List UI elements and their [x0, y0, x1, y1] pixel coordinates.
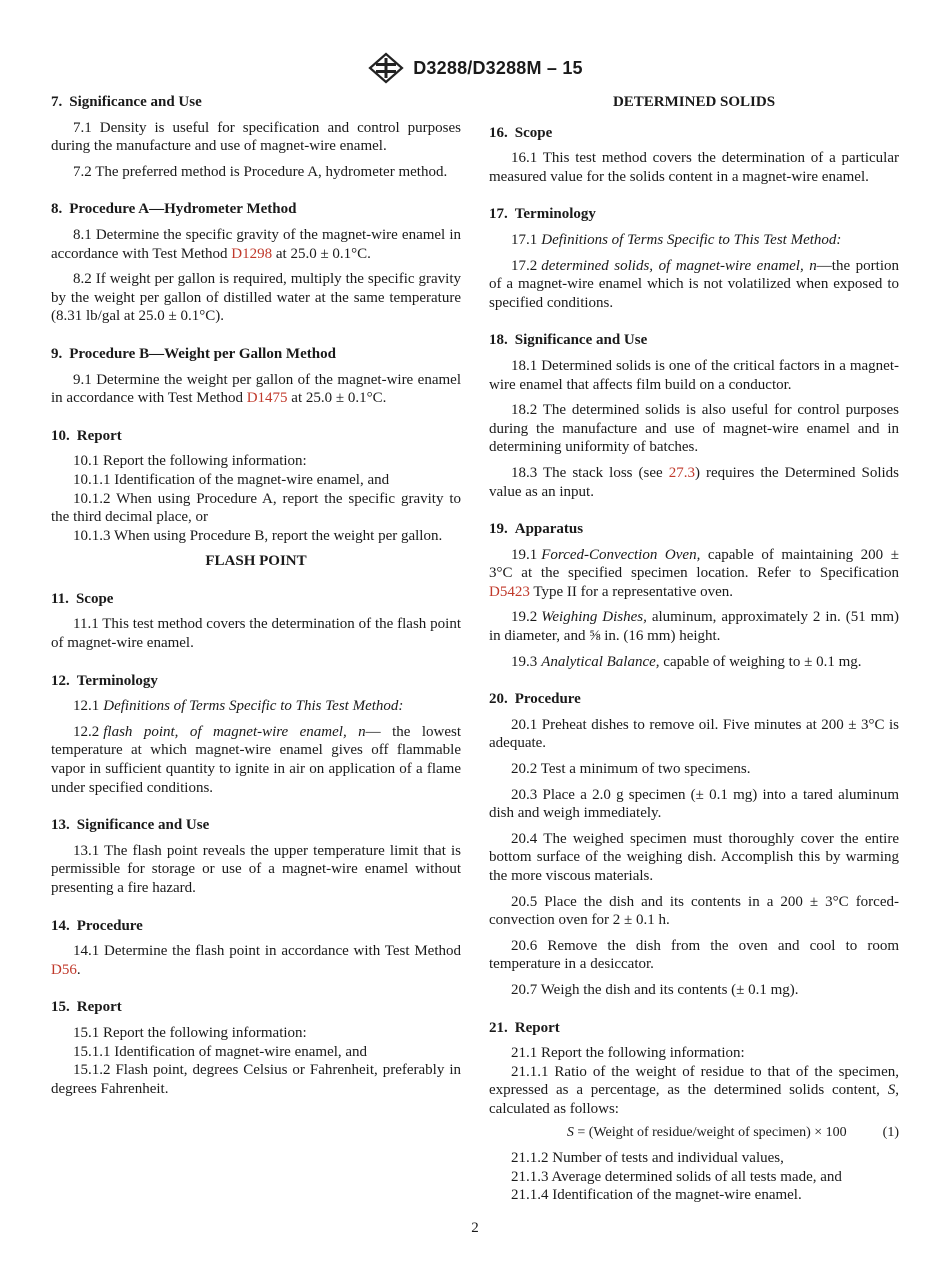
para-9-1: 9.1 Determine the weight per gallon of the magnet-wire enamel in accordance with Test Method D1475 at 25.0 ± 0.1°C.	[51, 371, 461, 407]
left-column	[51, 93, 461, 1105]
page-number: 2	[471, 1220, 479, 1236]
link-d56[interactable]: D56	[51, 961, 77, 978]
para-21-1: 21.1 Report the following information:	[511, 1045, 745, 1062]
para-10-1-3: 10.1.3 When using Procedure B, report the weight per gallon.	[73, 527, 443, 544]
para-20-5: 20.5 Place the dish and its contents in a 200 ± 3°C forced-convection oven for 2 ± 0.1 h.	[489, 893, 899, 929]
para-14-1: 14.1 Determine the flash point in accordance with Test Method D56.	[51, 943, 461, 978]
heading-8: 8. Procedure A—Hydrometer Method	[51, 201, 297, 218]
para-15-1-1: 15.1.1 Identification of magnet-wire enamel, and	[73, 1043, 368, 1060]
equation-expression: S = (Weight of residue/weight of specimen) × 100	[566, 1124, 847, 1140]
heading-21: 21. Report	[489, 1019, 560, 1036]
para-15-1: 15.1 Report the following information:	[73, 1024, 307, 1041]
right-column	[489, 93, 899, 1212]
para-10-1-1: 10.1.1 Identification of the magnet-wire enamel, and	[73, 471, 390, 488]
para-20-7: 20.7 Weigh the dish and its contents (± 0.1 mg).	[511, 981, 799, 998]
para-7-1: 7.1 Density is useful for specification and control purposes during the manufacture and use of magnet-wire enamel.	[51, 119, 461, 155]
heading-7: 7. Significance and Use	[51, 94, 202, 110]
heading-9: 9. Procedure B—Weight per Gallon Method	[51, 345, 336, 362]
astm-logo-icon	[367, 52, 405, 84]
equation-number: (1)	[882, 1124, 899, 1140]
section-title-determined-solids: DETERMINED SOLIDS	[612, 94, 776, 110]
link-d1475[interactable]: D1475	[246, 390, 288, 407]
para-16-1: 16.1 This test method covers the determination of a particular measured value for the solids content in a magnet-wire enamel.	[489, 150, 899, 185]
para-18-2: 18.2 The determined solids is also useful for control purposes during the manufacture and use of magnet-wire enamel and in determining uniformity of batches.	[489, 402, 899, 456]
heading-10: 10. Report	[51, 427, 122, 444]
para-8-2: 8.2 If weight per gallon is required, multiply the specific gravity by the weight per gallon of distilled water at the same temperature (8.31 lb/gal at 25.0 ± 0.1°C).	[51, 271, 461, 325]
para-17-1: 17.1 Definitions of Terms Specific to This Test Method:	[511, 231, 842, 248]
equation-1	[489, 1124, 899, 1143]
para-20-6: 20.6 Remove the dish from the oven and cool to room temperature in a desiccator.	[489, 937, 899, 973]
heading-19: 19. Apparatus	[489, 521, 584, 538]
link-27-3[interactable]: 27.3	[668, 464, 695, 481]
standard-id: D3288/D3288M – 15	[413, 57, 583, 78]
para-15-1-2: 15.1.2 Flash point, degrees Celsius or Fahrenheit, preferably in degrees Fahrenheit.	[51, 1062, 461, 1097]
para-12-2: 12.2 flash point, of magnet-wire enamel, n— the lowest temperature at which magnet-wire enamel gives off flammable vapor in sufficient quantity to ignite in air on application of a flame under specified conditions.	[51, 723, 461, 796]
para-20-1: 20.1 Preheat dishes to remove oil. Five minutes at 200 ± 3°C is adequate.	[489, 716, 899, 752]
heading-18: 18. Significance and Use	[489, 332, 648, 349]
heading-11: 11. Scope	[51, 590, 114, 607]
page-header	[0, 52, 950, 84]
para-21-1-3: 21.1.3 Average determined solids of all tests made, and	[511, 1168, 842, 1185]
para-7-2: 7.2 The preferred method is Procedure A, hydrometer method.	[73, 163, 448, 180]
heading-15: 15. Report	[51, 999, 122, 1016]
para-13-1: 13.1 The flash point reveals the upper temperature limit that is permissible for storage or use of a magnet-wire enamel without presenting a fire hazard.	[51, 842, 461, 896]
heading-17: 17. Terminology	[489, 206, 596, 223]
para-11-1: 11.1 This test method covers the determination of the flash point of magnet-wire enamel.	[51, 616, 461, 652]
para-21-1-4: 21.1.4 Identification of the magnet-wire enamel.	[511, 1187, 802, 1204]
heading-14: 14. Procedure	[51, 917, 143, 934]
para-20-2: 20.2 Test a minimum of two specimens.	[511, 761, 751, 778]
para-19-3: 19.3 Analytical Balance, capable of weighing to ± 0.1 mg.	[511, 653, 862, 670]
heading-16: 16. Scope	[489, 124, 553, 141]
para-21-1-2: 21.1.2 Number of tests and individual values,	[511, 1150, 784, 1167]
link-d5423[interactable]: D5423	[489, 583, 530, 600]
para-19-1: 19.1 Forced-Convection Oven, capable of maintaining 200 ± 3°C at the specified specimen location. Refer to Specification D5423 Type II for a representative oven.	[489, 546, 900, 600]
para-8-1: 8.1 Determine the specific gravity of the magnet-wire enamel in accordance with Test Method D1298 at 25.0 ± 0.1°C.	[51, 226, 461, 262]
para-19-2: 19.2 Weighing Dishes, aluminum, approximately 2 in. (51 mm) in diameter, and ⅝ in. (16 mm) height.	[489, 609, 899, 645]
para-18-1: 18.1 Determined solids is one of the critical factors in a magnet-wire enamel that affects film build on a conductor.	[489, 357, 899, 393]
para-17-2: 17.2 determined solids, of magnet-wire enamel, n—the portion of a magnet-wire enamel which is not volatilized when exposed to specified conditions.	[489, 257, 900, 311]
link-d1298[interactable]: D1298	[231, 245, 273, 262]
heading-20: 20. Procedure	[489, 691, 581, 708]
para-20-3: 20.3 Place a 2.0 g specimen (± 0.1 mg) into a tared aluminum dish and weigh immediately.	[489, 786, 899, 822]
heading-12: 12. Terminology	[51, 672, 158, 689]
para-18-3: 18.3 The stack loss (see 27.3) requires the Determined Solids value as an input.	[489, 464, 899, 500]
heading-13: 13. Significance and Use	[51, 817, 210, 834]
section-title-flash-point: FLASH POINT	[205, 553, 307, 570]
para-10-1-2: 10.1.2 When using Procedure A, report the specific gravity to the third decimal place, or	[51, 490, 461, 526]
para-10-1: 10.1 Report the following information:	[73, 453, 307, 470]
para-20-4: 20.4 The weighed specimen must thoroughly cover the entire bottom surface of the weighing dish. Accomplish this by warming the more viscous materials.	[489, 830, 899, 884]
para-12-1: 12.1 Definitions of Terms Specific to This Test Method:	[73, 698, 404, 715]
para-21-1-1: 21.1.1 Ratio of the weight of residue to that of the specimen, expressed as a percentage, as the determined solids content, S, calculated as follows:	[489, 1063, 899, 1117]
